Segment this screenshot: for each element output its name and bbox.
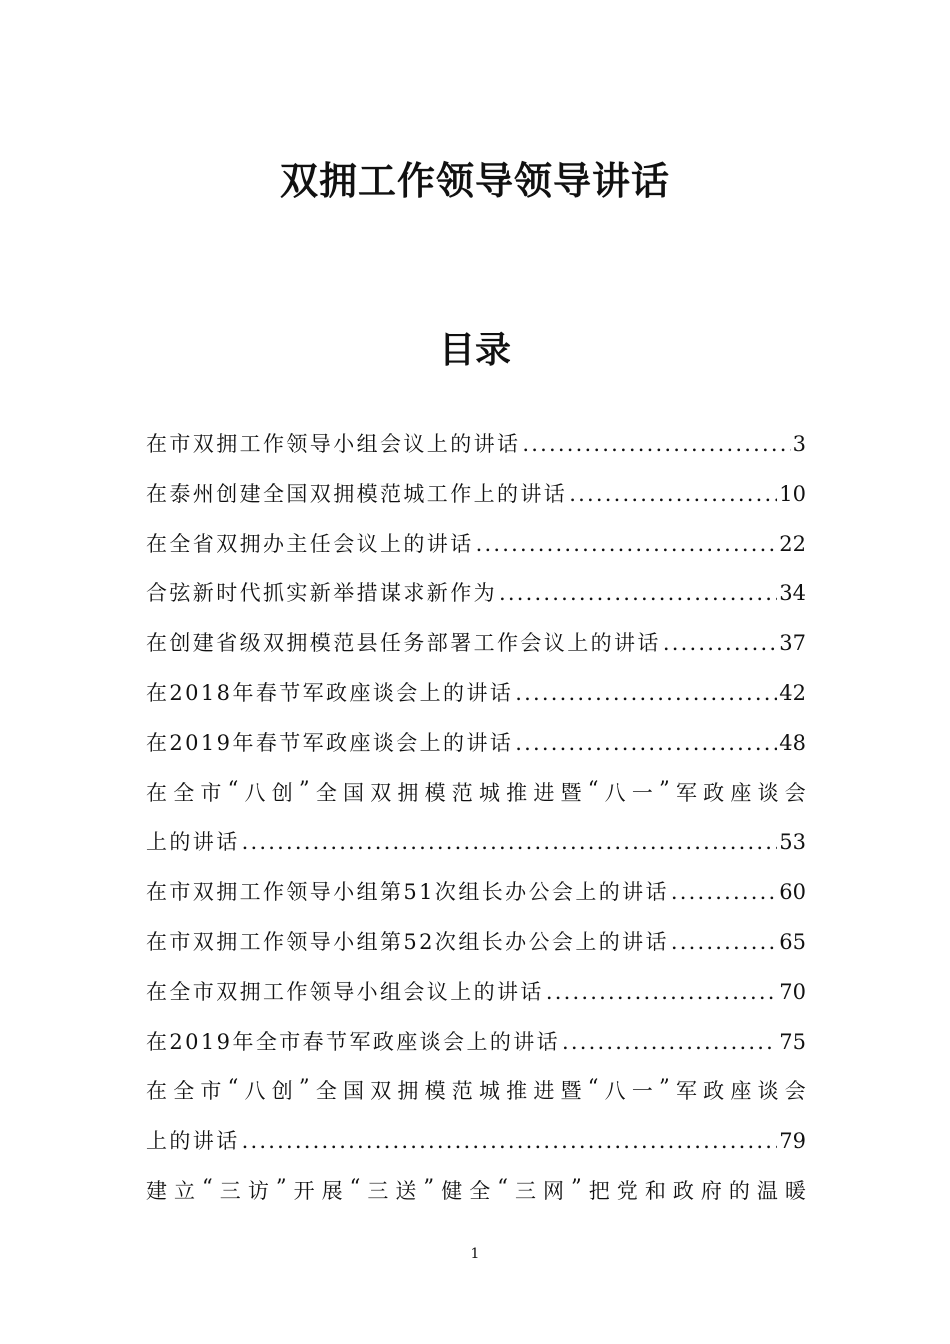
toc-dot-leader xyxy=(499,581,777,605)
toc-entry-page: 22 xyxy=(779,531,806,556)
toc-entry-page: 37 xyxy=(779,631,806,656)
toc-entry[interactable] xyxy=(146,1125,806,1175)
toc-entry[interactable] xyxy=(146,727,806,777)
toc-entry-title-line: 在 全 市 “ 八 创 ” 全 国 双 拥 模 范 城 推 进 暨 “ 八 一 ” 军 政 座 谈 会 xyxy=(146,1075,806,1104)
toc-entry-title: 在市双拥工作领导小组会议上的讲话 xyxy=(146,432,521,456)
toc-entry[interactable] xyxy=(146,428,806,478)
toc-entry-title: 上的讲话 xyxy=(146,830,240,855)
toc-entry-page: 3 xyxy=(792,432,806,456)
toc-entry-page: 65 xyxy=(779,929,806,954)
toc-dot-leader xyxy=(671,880,777,904)
toc-entry-page: 53 xyxy=(779,830,806,855)
toc-dot-leader xyxy=(522,432,790,456)
toc-dot-leader xyxy=(663,631,777,655)
toc-dot-leader xyxy=(569,482,777,506)
toc-entry-first-line[interactable] xyxy=(146,777,806,827)
toc-entry-title: 合弦新时代抓实新举措谋求新作为 xyxy=(146,581,497,606)
toc-dot-leader xyxy=(242,1129,778,1153)
toc-heading: 目录 xyxy=(438,329,511,371)
toc-dot-leader xyxy=(476,532,778,556)
toc-entry-title: 在2018年春节军政座谈会上的讲话 xyxy=(146,680,514,705)
toc-entry[interactable] xyxy=(146,577,806,627)
toc-entry[interactable] xyxy=(146,1026,806,1076)
toc-entry[interactable] xyxy=(146,627,806,677)
toc-entry-title: 在创建省级双拥模范县任务部署工作会议上的讲话 xyxy=(146,631,661,656)
toc-entry-page: 10 xyxy=(779,481,806,506)
toc-entry-first-line[interactable] xyxy=(146,1075,806,1125)
toc-entry-title-line: 建 立 “ 三 访 ” 开 展 “ 三 送 ” 健 全 “ 三 网 ” 把 党 和 政 府 的 温 暖 xyxy=(146,1174,806,1203)
toc-entry[interactable] xyxy=(146,826,806,876)
toc-entry-page: 42 xyxy=(779,680,806,705)
toc-dot-leader xyxy=(562,1030,777,1054)
toc-dot-leader xyxy=(546,980,777,1004)
toc-entry[interactable] xyxy=(146,677,806,727)
toc-dot-leader xyxy=(671,930,777,954)
toc-dot-leader xyxy=(242,830,778,854)
toc-entry[interactable] xyxy=(146,976,806,1026)
toc-entry-title: 上的讲话 xyxy=(146,1129,240,1154)
toc-dot-leader xyxy=(515,681,777,705)
toc-entry-page: 48 xyxy=(779,730,806,755)
toc-entry[interactable] xyxy=(146,478,806,528)
toc-entry[interactable] xyxy=(146,926,806,976)
toc-entry-page: 75 xyxy=(779,1029,806,1054)
toc-entry-page: 79 xyxy=(779,1129,806,1154)
toc-entry-page: 60 xyxy=(779,880,806,905)
toc-entry-title: 在市双拥工作领导小组第51次组长办公会上的讲话 xyxy=(146,880,669,905)
toc-entry-first-line[interactable] xyxy=(146,1175,806,1225)
toc-entry-title: 在泰州创建全国双拥模范城工作上的讲话 xyxy=(146,481,568,506)
toc-entry-title: 在2019年春节军政座谈会上的讲话 xyxy=(146,730,514,755)
table-of-contents xyxy=(146,428,806,1225)
toc-entry[interactable] xyxy=(146,528,806,578)
page-number: 1 xyxy=(470,1246,480,1262)
toc-entry-title-line: 在 全 市 “ 八 创 ” 全 国 双 拥 模 范 城 推 进 暨 “ 八 一 ” 军 政 座 谈 会 xyxy=(146,776,806,805)
toc-entry-title: 在全市双拥工作领导小组会议上的讲话 xyxy=(146,979,544,1004)
toc-entry[interactable] xyxy=(146,876,806,926)
toc-entry-page: 34 xyxy=(779,581,806,606)
toc-entry-title: 在全省双拥办主任会议上的讲话 xyxy=(146,531,474,556)
toc-entry-page: 70 xyxy=(779,979,806,1004)
toc-entry-title: 在2019年全市春节军政座谈会上的讲话 xyxy=(146,1029,561,1054)
document-title: 双拥工作领导领导讲话 xyxy=(279,158,670,203)
toc-entry-title: 在市双拥工作领导小组第52次组长办公会上的讲话 xyxy=(146,929,669,954)
toc-dot-leader xyxy=(515,731,777,755)
